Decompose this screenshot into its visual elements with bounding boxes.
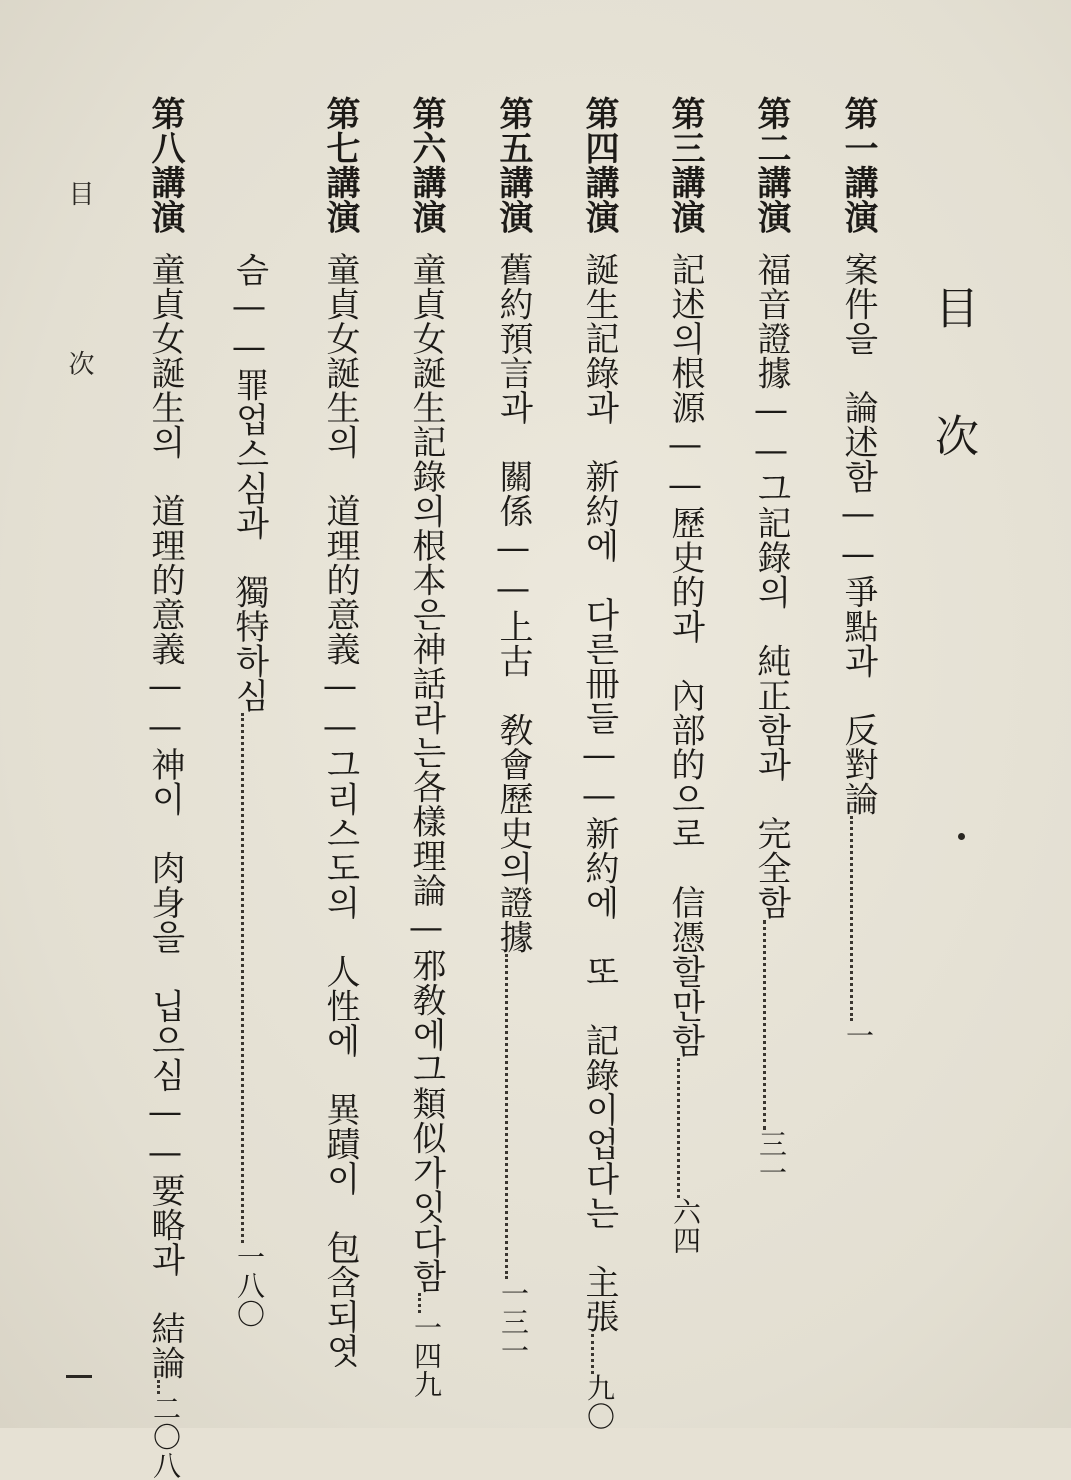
lecture-number: 第七講演 — [320, 96, 360, 234]
toc-title-char-2: 次 — [927, 413, 978, 457]
toc-entry-7-continuation[interactable] — [229, 252, 269, 1386]
lecture-title-continued: 슴——罪업스심과 獨特하심 — [229, 252, 269, 713]
toc-entry-8[interactable] — [145, 96, 185, 1480]
running-head-char-2: 次 — [64, 350, 94, 376]
lecture-number: 第四講演 — [579, 96, 619, 234]
ink-speck — [958, 833, 965, 840]
toc-entry-7[interactable] — [320, 96, 360, 1386]
page-number: 一三一 — [497, 1279, 530, 1365]
page-number: 六四 — [669, 1197, 702, 1255]
lecture-title: 福音證據——그記錄의 純正함과 完全함 — [751, 252, 791, 920]
lecture-number: 第八講演 — [145, 96, 185, 234]
dot-leader — [850, 816, 853, 1021]
dot-leader — [418, 1293, 421, 1313]
running-head-char-1: 目 — [64, 180, 94, 206]
dot-leader — [157, 1380, 160, 1394]
toc-entry-4[interactable] — [579, 96, 619, 1431]
dot-leader — [677, 1058, 680, 1198]
toc-entry-6[interactable] — [406, 96, 446, 1399]
lecture-title: 童貞女誕生記錄의根本은神話라는各樣理論—邪敎에그類似가잇다함 — [406, 252, 446, 1293]
lecture-title: 舊約預言과 關係——上古 敎會歷史의證據 — [493, 252, 533, 954]
dot-leader — [591, 1334, 594, 1374]
dot-leader — [241, 713, 244, 1243]
lecture-title: 案件을 論述함——爭點과 反對論 — [838, 252, 878, 816]
page-number: 一四九 — [410, 1313, 443, 1399]
page-number: 一 — [842, 1021, 875, 1050]
page-number: 三一 — [755, 1129, 788, 1187]
page-number: 二〇八 — [149, 1394, 182, 1480]
lecture-title: 誕生記錄과 新約에 다른冊들——新約에 또 記錄이업다는 主張 — [579, 252, 619, 1334]
lecture-title: 記述의根源——歷史的과 內部的으로 信憑할만함 — [665, 252, 705, 1058]
lecture-title: 童貞女誕生의 道理的意義——그리스도의 人性에 異蹟이 包含되엿 — [320, 252, 360, 1368]
folio-page-number — [66, 1375, 92, 1378]
lecture-number: 第二講演 — [751, 96, 791, 234]
page-number: 一八〇 — [233, 1242, 266, 1328]
toc-title-char-1: 目 — [927, 285, 978, 329]
lecture-number: 第一講演 — [838, 96, 878, 234]
dot-leader — [763, 920, 766, 1130]
lecture-number: 第六講演 — [406, 96, 446, 234]
lecture-number: 第三講演 — [665, 96, 705, 234]
page-number: 九〇 — [583, 1373, 616, 1431]
lecture-title: 童貞女誕生의 道理的意義——神이 肉身을 닙으심——要略과 結論 — [145, 252, 185, 1380]
dot-leader — [505, 954, 508, 1279]
lecture-number: 第五講演 — [493, 96, 533, 234]
toc-entry-5[interactable] — [493, 96, 533, 1386]
toc-entry-2[interactable] — [751, 96, 791, 1386]
toc-entry-1[interactable] — [838, 96, 878, 1386]
toc-entry-3[interactable] — [665, 96, 705, 1386]
